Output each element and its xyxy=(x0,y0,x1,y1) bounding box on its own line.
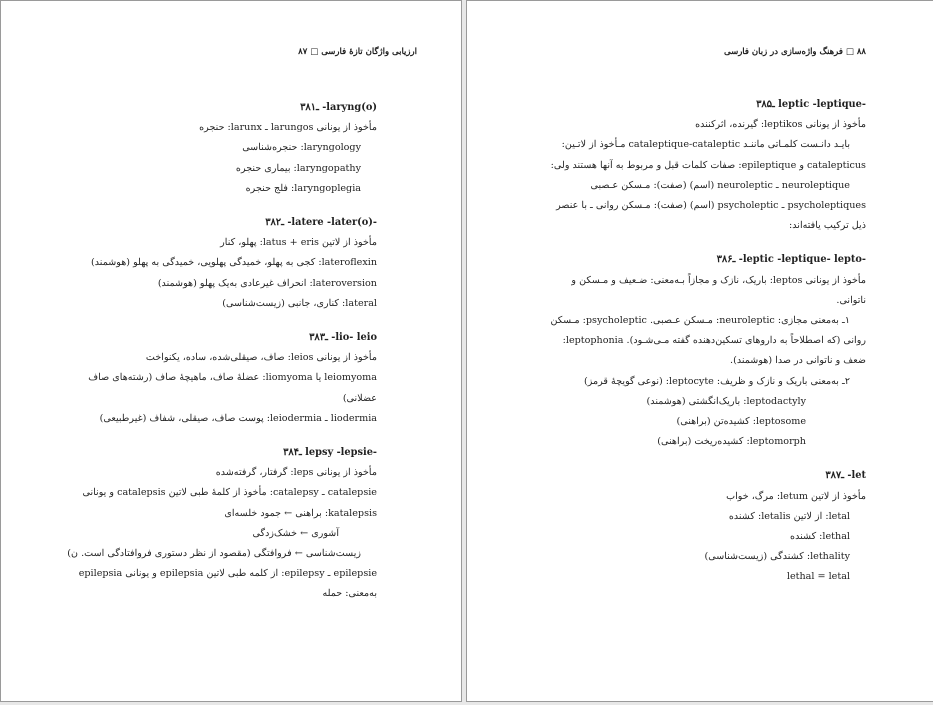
entry-line: ذیل ترکیب یافته‌اند: xyxy=(789,220,866,232)
entry-line: catalepsie ـ catalepsy: مأخوذ از کلمهٔ طبی لاتین catalepsis و یونانی xyxy=(82,487,377,499)
right-page-header: ۸۸ □ فرهنگ واژه‌سازی در زبان فارسی xyxy=(724,47,866,57)
entry-383 xyxy=(67,328,377,429)
entry-line: ضعف و ناتوانی در صدا (هوشمند). xyxy=(730,355,866,367)
entry-title: -lepsy -lepsie ـ۳۸۴ xyxy=(283,447,377,459)
entry-line: lateroversion: انحراف غیرعادی به‌یک پهلو (هوشمند) xyxy=(157,277,377,289)
entry-line: letal: از لاتین letalis: کشنده xyxy=(728,510,850,522)
entry-title: -leptic -leptique- lepto- ـ۳۸۶ xyxy=(716,254,866,266)
entry-line: laryngology: حنجره‌شناسی xyxy=(242,142,361,154)
entry-line: آشوری ← خشک‌زدگی xyxy=(252,527,339,539)
entry-line: epilepsie ـ epilepsy: از کلمه طبی لاتین epilepsia و یونانی epilepsia xyxy=(78,568,377,580)
entry-line: lateral: کناری، جانبی (زیست‌شناسی) xyxy=(222,297,377,309)
entry-title: lio- leio- ـ۳۸۳ xyxy=(309,332,377,344)
left-page xyxy=(0,0,462,702)
entry-line: زیست‌شناسی ← فروافتگی (مقصود از نظر دستوری فروافتادگی است. ن) xyxy=(67,548,361,560)
entry-line: leptodactyly: باریک‌انگشتی (هوشمند) xyxy=(646,395,806,407)
entry-line: ۲ـ به‌معنی باریک و نازک و ظریف: leptocyte: (نوعی گویچهٔ قرمز) xyxy=(583,375,850,387)
entry-line: بایـد دانـست کلمـاتی ماننـد cataleptique-cataleptic مـأخوذ از لاتـین: xyxy=(561,139,850,151)
entry-line: مأخوذ از لاتین latus + eris: پهلو، کنار xyxy=(220,237,377,249)
entry-line: مأخوذ از یونانی leptikos: گیرنده، اثرکننده xyxy=(695,119,866,131)
entry-line: عضلانی) xyxy=(342,392,377,404)
entry-line: مأخوذ از یونانی leptos: باریک، نازک و مجازاً بـه‌معنی: ضـعیف و مـسکن و xyxy=(571,274,866,286)
entry-line: lethality: کشندگی (زیست‌شناسی) xyxy=(704,551,850,563)
entry-line: مأخوذ از یونانی larungos ـ larunx: حنجره xyxy=(199,122,377,134)
entry-line: leiomyoma یا liomyoma: عضلهٔ صاف، ماهیچهٔ صاف (رشته‌های صاف xyxy=(88,372,377,384)
entry-line: psycholeptiques ـ psycholeptic (اسم) (صفت): مـسکن روانی ـ با عنصر xyxy=(556,200,866,212)
right-page xyxy=(466,0,933,702)
entry-381 xyxy=(67,98,377,199)
entry-line: laryngopathy: بیماری حنجره xyxy=(235,162,361,174)
entry-line: lateroflexin: کجی به پهلو، خمیدگی پهلویی، خمیدگی به پهلو (هوشمند) xyxy=(91,257,377,269)
entry-line: lethal = letal xyxy=(786,571,850,583)
entry-line: liodermia ـ leiodermia: پوست صاف، صیقلی، شفاف (غیرطبیعی) xyxy=(99,412,377,424)
entry-line: catalepticus و epileptique: صفات کلمات قبل و مربوط به آنها هستند ولی: xyxy=(550,159,866,171)
entry-line: مأخوذ از یونانی leios: صاف، صیقلی‌شده، ساده، یکنواخت xyxy=(145,352,377,364)
entry-385 xyxy=(550,95,866,236)
entry-384 xyxy=(67,443,377,605)
entry-title: -latere -later(o)- ـ۳۸۲ xyxy=(265,217,377,229)
entry-382 xyxy=(67,213,377,314)
entry-line: katalepsis: براهنی ← جمود خلسه‌ای xyxy=(224,507,377,519)
entry-line: به‌معنی: حمله xyxy=(322,588,377,600)
entry-line: leptomorph: کشیده‌ریخت (براهنی) xyxy=(657,436,806,448)
entry-line: روانی (که اصطلاحاً به داروهای تسکین‌دهنده گفته مـی‌شـود). leptophonia: xyxy=(562,335,866,347)
left-page-body xyxy=(67,98,377,605)
entry-line: neuroleptique ـ neuroleptic (اسم) (صفت): مـسکن عـصبی xyxy=(590,179,850,191)
entry-386 xyxy=(550,250,866,452)
entry-line: مأخوذ از لاتین letum: مرگ، خواب xyxy=(726,490,866,502)
entry-line: مأخوذ از یونانی leps: گرفتار، گرفته‌شده xyxy=(215,467,377,479)
entry-line: ۱ـ به‌معنی مجازی: neuroleptic: مـسکن عـصبی. psycholeptic: مـسکن xyxy=(550,315,850,327)
entry-line: laryngoplegia: فلج حنجره xyxy=(245,182,361,194)
entry-title: let- ـ۳۸۷ xyxy=(825,470,866,482)
entry-387 xyxy=(550,466,866,587)
entry-line: leptosome: کشیده‌تن (براهنی) xyxy=(676,416,806,428)
entry-title: -leptic -leptique ـ۳۸۵ xyxy=(756,99,866,110)
left-page-header: ارزیابی واژگان تازهٔ فارسی □ ۸۷ xyxy=(298,47,417,57)
entry-line: ناتوانی. xyxy=(836,294,866,306)
entry-line: lethal: کشنده xyxy=(790,531,850,543)
right-page-body xyxy=(550,95,866,588)
entry-title: laryng(o)- ـ۳۸۱ xyxy=(300,102,377,113)
